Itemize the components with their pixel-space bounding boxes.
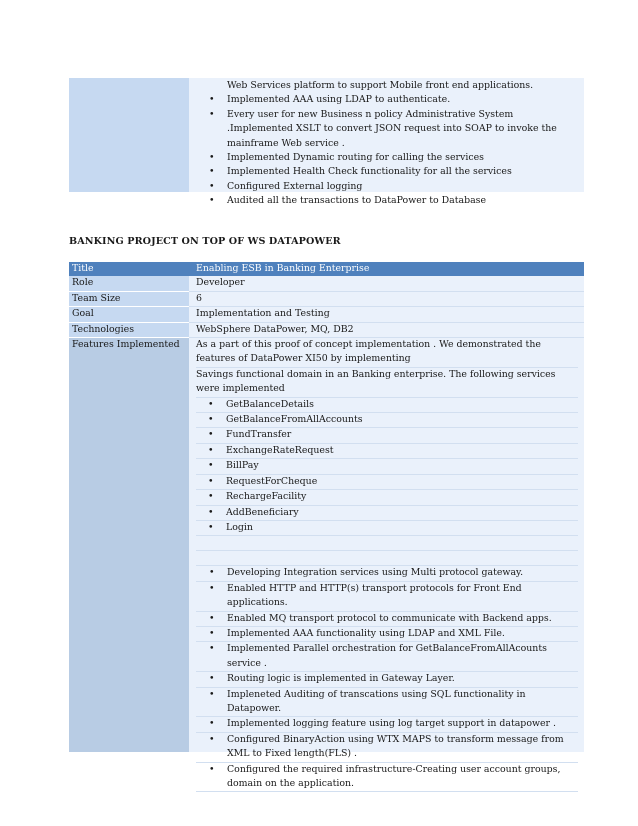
- service-item: [196, 475, 578, 490]
- service-item: [196, 506, 578, 521]
- service-item-text: GetBalanceFromAllAccounts: [226, 414, 363, 426]
- role-label: Role: [69, 276, 189, 291]
- top-bullet: [196, 108, 578, 151]
- top-bullet-text: Implemented AAA using LDAP to authenticate.: [227, 94, 451, 106]
- feature-item-text: Routing logic is implemented in Gateway Layer.: [227, 673, 455, 685]
- feature-item-text: Enabled HTTP and HTTP(s) transport protocols for Front End applications.: [227, 582, 522, 609]
- technologies-label: Technologies: [69, 323, 189, 338]
- project-goal-row: [69, 307, 584, 322]
- service-item: [196, 444, 578, 459]
- service-item-text: AddBeneficiary: [226, 506, 299, 518]
- service-item-text: BillPay: [226, 460, 259, 472]
- top-bullet-text: Every user for new Business n policy Administrative System .Implemented XSLT to convert JSON request into SOAP to invoke the mainframe Web service .: [227, 108, 557, 149]
- blank-line: [196, 551, 578, 566]
- service-item: [196, 428, 578, 443]
- service-item-text: RequestForCheque: [226, 475, 318, 487]
- feature-item: [196, 582, 578, 612]
- top-table-label-cell: [69, 78, 189, 192]
- feature-item: [196, 733, 578, 763]
- service-item-text: Login: [226, 521, 253, 533]
- features-intro-2: Savings functional domain in an Banking enterprise. The following services were implemented: [196, 368, 578, 398]
- project-tech-row: [69, 323, 584, 338]
- top-bullet-text: Configured External logging: [227, 180, 363, 192]
- feature-item: [196, 566, 578, 581]
- feature-item-text: Configured the required infrastructure-Creating user account groups, domain on the application.: [227, 763, 561, 789]
- role-value: Developer: [189, 276, 584, 291]
- feature-item-text: Enabled MQ transport protocol to communicate with Backend apps.: [227, 612, 552, 624]
- top-table: [69, 78, 584, 207]
- feature-item-text: Impleneted Auditing of transcations using SQL functionality in Datapower.: [227, 688, 526, 714]
- top-table-value-cell: [189, 78, 584, 207]
- feature-item: [196, 612, 578, 627]
- feature-item: [196, 642, 578, 672]
- project-team-row: [69, 292, 584, 307]
- project-features-row: [69, 338, 584, 789]
- title-value: Enabling ESB in Banking Enterprise: [189, 262, 584, 276]
- feature-item: [196, 627, 578, 642]
- top-bullet: [196, 151, 578, 165]
- continuation-text: Web Services platform to support Mobile front end applications.: [227, 80, 534, 91]
- technologies-value: WebSphere DataPower, MQ, DB2: [189, 323, 584, 338]
- top-bullet-text: Implemented Dynamic routing for calling the services: [227, 152, 484, 164]
- service-item: [196, 459, 578, 474]
- top-table-row: [69, 78, 584, 207]
- project-role-row: [69, 276, 584, 291]
- service-item-text: FundTransfer: [226, 429, 292, 441]
- features-label: Features Implemented: [72, 339, 180, 351]
- service-item: [196, 398, 578, 413]
- feature-item-text: Implemented logging feature using log target support in datapower .: [227, 718, 556, 730]
- top-bullet: [196, 93, 578, 107]
- service-item-text: RechargeFacility: [226, 491, 307, 503]
- service-item: [196, 413, 578, 428]
- top-bullet-text: Implemented Health Check functionality for all the services: [227, 166, 512, 178]
- features-intro-1: As a part of this proof of concept implementation . We demonstrated the features of DataPower XI50 by implementing: [196, 338, 578, 368]
- feature-item: [196, 672, 578, 687]
- feature-item-text: Implemented Parallel orchestration for GetBalanceFromAllAcounts service .: [227, 643, 547, 669]
- section-heading: BANKING PROJECT ON TOP OF WS DATAPOWER: [69, 236, 341, 247]
- feature-item: [196, 717, 578, 732]
- team-size-label: Team Size: [69, 292, 189, 307]
- top-bullet: [196, 180, 578, 194]
- service-item-text: GetBalanceDetails: [226, 398, 314, 410]
- project-table: [69, 262, 584, 789]
- features-label-cell: [69, 338, 189, 752]
- service-item: [196, 521, 578, 536]
- goal-label: Goal: [69, 307, 189, 322]
- continuation-text-wrap: [196, 79, 578, 93]
- team-size-value: 6: [189, 292, 584, 307]
- features-value-cell: [189, 338, 584, 789]
- feature-item-text: Implemented AAA functionality using LDAP and XML File.: [227, 627, 505, 639]
- blank-line: [196, 536, 578, 551]
- top-bullet-text: Audited all the transactions to DataPower to Database: [227, 195, 487, 207]
- goal-value: Implementation and Testing: [189, 307, 584, 322]
- title-label: Title: [69, 262, 189, 276]
- feature-item: [196, 763, 578, 793]
- project-title-row: [69, 262, 584, 276]
- feature-item-text: Configured BinaryAction using WTX MAPS to transform message from XML to Fixed length(FLS) .: [227, 733, 564, 760]
- top-bullet: [196, 194, 578, 208]
- feature-item-text: Developing Integration services using Multi protocol gateway.: [227, 567, 524, 579]
- top-bullet: [196, 165, 578, 179]
- service-item: [196, 490, 578, 505]
- feature-item: [196, 688, 578, 718]
- service-item-text: ExchangeRateRequest: [226, 444, 334, 456]
